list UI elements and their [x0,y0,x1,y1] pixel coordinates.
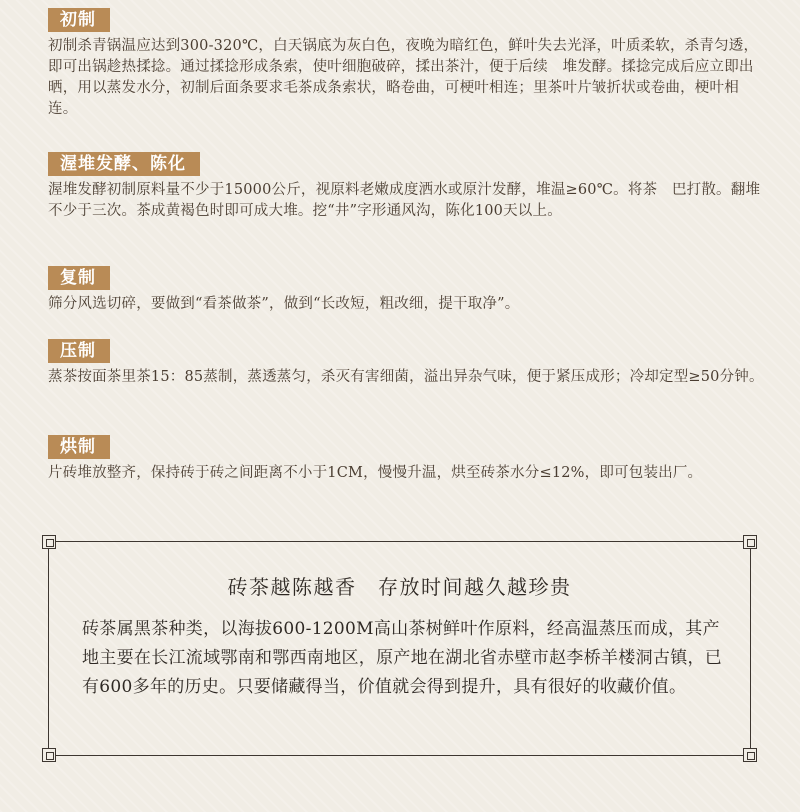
section-tag: 压制 [48,339,110,363]
section-chuzhi [48,8,768,120]
section-text: 筛分风选切碎，要做到“看茶做茶”，做到“长改短，粗改细，提干取净”。 [48,296,520,312]
frame-corner-ornament [743,535,757,549]
section-tag: 烘制 [48,435,110,459]
section-wodui [48,152,768,222]
frame-corner-ornament [42,748,56,762]
section-tag: 初制 [48,8,110,32]
section-tag: 渥堆发酵、陈化 [48,152,200,176]
frame-corner-ornament [42,535,56,549]
feature-frame [42,535,757,762]
section-tag: 复制 [48,266,110,290]
section-fuzhi [48,266,768,315]
frame-corner-ornament [743,748,757,762]
section-text: 蒸茶按面茶里茶15：85蒸制，蒸透蒸匀，杀灭有害细菌，溢出异杂气味，便于紧压成形；冷却定型≥50分钟。 [48,369,764,385]
section-yazhi [48,339,768,388]
section-text: 初制杀青锅温应达到300-320℃，白天锅底为灰白色，夜晚为暗红色，鲜叶失去光泽，叶质柔软，杀青匀透，即可出锅趁热揉捻。通过揉捻形成条索，使叶细胞破碎，揉出茶汁，便于后续 堆发酵。揉捻完成后应立即出晒，用以蒸发水分，初制后面条要求毛茶成条索状，略卷曲，可梗叶相连；里茶叶片皱折状或卷曲，梗叶相连。 [48,38,759,117]
section-hongzhi [48,435,768,484]
section-text: 渥堆发酵初制原料量不少于15000公斤，视原料老嫩成度洒水或原汁发酵，堆温≥60℃。将茶 巴打散。翻堆不少于三次。茶成黄褐色时即可成大堆。挖“井”字形通风沟，陈化100天以上。 [48,182,761,219]
section-text: 片砖堆放整齐，保持砖于砖之间距离不小于1CM，慢慢升温，烘至砖茶水分≤12%，即可包装出厂。 [48,465,703,481]
feature-title: 砖茶越陈越香 存放时间越久越珍贵 [227,575,572,599]
feature-text: 砖茶属黑茶种类，以海拔600-1200M高山茶树鲜叶作原料，经高温蒸压而成，其产地主要在长江流域鄂南和鄂西南地区，原产地在湖北省赤壁市赵李桥羊楼洞古镇，已有600多年的历史。只要储藏得当，价值就会得到提升，具有很好的收藏价值。 [82,619,723,697]
